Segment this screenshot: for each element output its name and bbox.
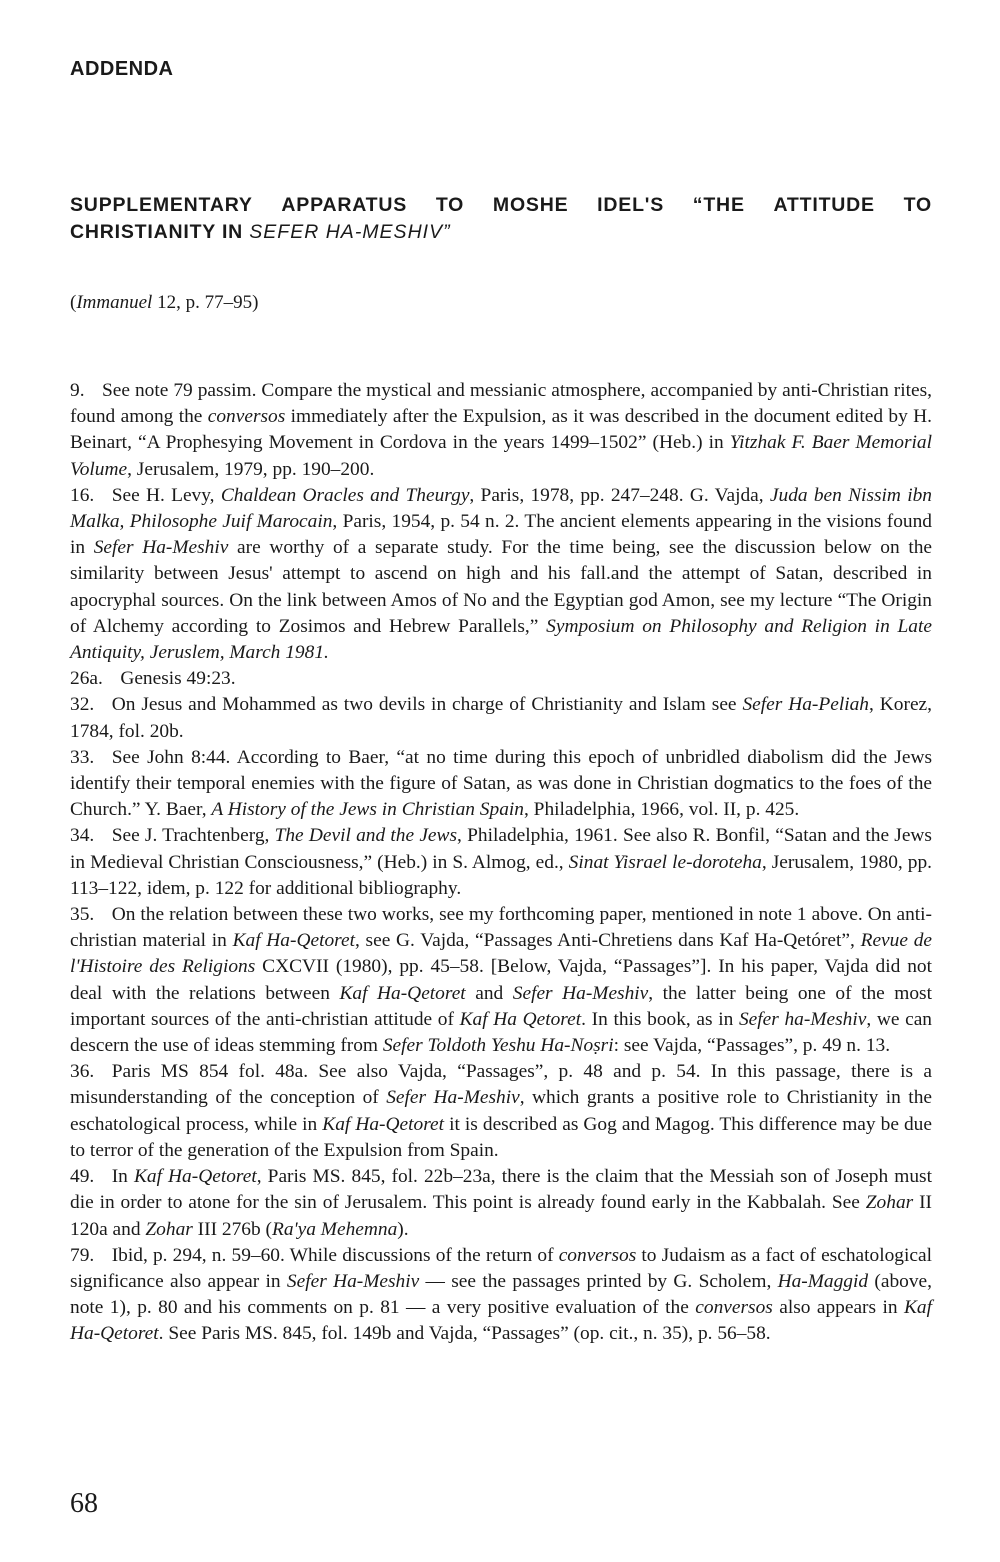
- note-text: , which grants a positive role to Christianity in the eschatological process, while in: [70, 1087, 932, 1135]
- title-word: TO: [435, 194, 465, 216]
- note-text: . In this book, as in: [581, 1008, 739, 1030]
- note-italic-text: Ra'ya Mehemna: [271, 1218, 398, 1240]
- title-word: “THE: [692, 194, 745, 216]
- note-italic-text: Sefer Ha-Meshiv: [286, 1270, 420, 1292]
- note-text: also appears in: [772, 1297, 904, 1319]
- source-journal: Immanuel: [76, 292, 153, 313]
- article-title: [70, 192, 932, 246]
- note-number: 79.: [70, 1244, 95, 1266]
- note-number: 49.: [70, 1166, 95, 1188]
- note-text: See J. Trachtenberg,: [111, 825, 275, 847]
- source-reference: (Immanuel 12, p. 77–95): [70, 292, 259, 313]
- note-italic-text: Kaf Ha-Qetoret: [322, 1113, 445, 1135]
- note-italic-text: Sefer Toldoth Yeshu Ha-Noṣri: [382, 1035, 614, 1057]
- page-number: 68: [70, 1488, 98, 1519]
- note-item: [70, 1243, 932, 1348]
- title-italic-part: SEFER HA-MESHIV”: [249, 221, 451, 243]
- note-italic-text: conversos: [695, 1297, 773, 1319]
- note-text: In: [111, 1166, 134, 1188]
- note-text: , Jerusalem, 1980, pp. 113–122, idem, p. 122 for additional bibliography.: [70, 851, 933, 899]
- note-item: [70, 378, 932, 483]
- note-text: , Jerusalem, 1979, pp. 190–200.: [127, 458, 375, 480]
- note-italic-text: conversos: [207, 406, 286, 428]
- note-text: II 120a and: [70, 1192, 932, 1240]
- note-text: , the latter being one of the most important sources of the anti-christian attitude of: [70, 982, 932, 1030]
- note-text: immediately after the Expulsion, as it was described in the document edited by H. Beinart, “A Prophesying Movement in Cordova in the years 1499–1502” (Heb.) in: [70, 406, 932, 454]
- source-details: 12, p. 77–95): [152, 292, 259, 313]
- note-item: [70, 483, 932, 666]
- title-word: APPARATUS: [281, 194, 408, 216]
- note-number: 34.: [70, 825, 95, 847]
- note-italic-text: Chaldean Oracles and Theurgy: [220, 484, 470, 506]
- note-italic-text: Sinat Yisrael le-doroteha: [568, 851, 762, 873]
- note-text: , Philadelphia, 1961. See also R. Bonfil, “Satan and the Jews in Medieval Christian Consciousness,” (Heb.) in S. Almog, ed.,: [70, 825, 932, 873]
- title-bold-part: CHRISTIANITY IN: [70, 221, 244, 243]
- title-line-2: [70, 219, 932, 246]
- note-number: 9.: [70, 380, 85, 401]
- note-item: [70, 823, 932, 902]
- note-italic-text: Zohar: [865, 1192, 914, 1214]
- title-line-1: [70, 192, 932, 219]
- note-italic-text: The Devil and the Jews: [274, 825, 458, 847]
- note-text: , Paris, 1954, p. 54 n. 2. The ancient elements appearing in the visions found in: [70, 511, 932, 559]
- note-item: [70, 902, 932, 1059]
- note-italic-text: A History of the Jews in Christian Spain: [211, 799, 524, 821]
- note-italic-text: Sefer Ha-Peliah: [742, 694, 870, 716]
- note-number: 32.: [70, 694, 95, 716]
- note-text: , see G. Vajda, “Passages Anti-Chretiens dans Kaf Ha-Qetóret”,: [354, 930, 861, 952]
- title-word: TO: [903, 194, 932, 216]
- note-text: See H. Levy,: [111, 484, 221, 506]
- note-text: (above, note 1), p. 80 and his comments on p. 81 — a very positive evaluation of the: [70, 1270, 933, 1319]
- note-text: On Jesus and Mohammed as two devils in charge of Christianity and Islam see: [111, 694, 743, 716]
- note-italic-text: Sefer Ha-Meshiv: [512, 982, 649, 1004]
- note-italic-text: Sefer ha-Meshiv: [738, 1008, 867, 1030]
- note-text: . See Paris MS. 845, fol. 149b and Vajda, “Passages” (op. cit., n. 35), p. 56–58.: [158, 1323, 771, 1345]
- title-word: SUPPLEMENTARY: [70, 194, 253, 216]
- note-text: and: [465, 982, 513, 1004]
- note-text: , Philadelphia, 1966, vol. II, p. 425.: [523, 799, 800, 821]
- note-text: , Paris, 1978, pp. 247–248. G. Vajda,: [469, 484, 770, 506]
- note-item: [70, 1164, 932, 1243]
- note-text: : see Vajda, “Passages”, p. 49 n. 13.: [613, 1035, 891, 1057]
- note-text: it is described as Gog and Magog. This difference may be due to terror of the generation of the Expulsion from Spain.: [70, 1113, 932, 1161]
- note-number: 35.: [70, 904, 95, 926]
- note-italic-text: Kaf Ha-Qetoret: [70, 1297, 932, 1345]
- note-text: , Paris MS. 845, fol. 22b–23a, there is the claim that the Messiah son of Joseph must die in order to atone for the sin of Jerusalem. This point is already found early in the Kabbalah. See: [70, 1166, 932, 1214]
- note-italic-text: Kaf Ha-Qetoret: [232, 930, 355, 952]
- note-italic-text: Juda ben Nissim ibn Malka, Philosophe Juif Marocain: [70, 484, 932, 533]
- note-text: , we can descern the use of ideas stemming from: [70, 1008, 932, 1057]
- note-text: Ibid, p. 294, n. 59–60. While discussions of the return of: [111, 1244, 559, 1266]
- note-text: CXCVII (1980), pp. 45–58. [Below, Vajda, “Passages”]. In his paper, Vajda did not deal with the relations between: [70, 956, 932, 1004]
- note-text: are worthy of a separate study. For the time being, see the discussion below on the similarity between Jesus' attempt to ascend on high and his fall.and the attempt of Satan, described in apocryphal sources. On the link between Amos of No and the Egyptian god Amon, see my lecture “The Origin of Alchemy according to Zosimos and Hebrew Parallels,”: [70, 537, 933, 637]
- note-item: [70, 666, 932, 692]
- note-italic-text: Ha-Maggid: [777, 1270, 869, 1292]
- note-italic-text: conversos: [558, 1244, 637, 1266]
- note-item: [70, 745, 932, 824]
- note-text: On the relation between these two works, see my forthcoming paper, mentioned in note 1 above. On anti-christian material in: [70, 904, 932, 952]
- note-number: 16.: [70, 484, 95, 506]
- note-italic-text: Symposium on Philosophy and Religion in Late Antiquity, Jeruslem, March 1981.: [70, 615, 932, 664]
- note-text: See John 8:44. According to Baer, “at no time during this epoch of unbridled diabolism did the Jews identify their temporal enemies with the figure of Satan, as was done in Christian dogmatics to the foes of the Church.” Y. Baer,: [70, 746, 932, 821]
- note-text: , Korez, 1784, fol. 20b.: [70, 694, 933, 742]
- title-word: IDEL'S: [597, 194, 665, 216]
- note-italic-text: Kaf Ha-Qetoret: [133, 1166, 257, 1188]
- note-text: III 276b (: [192, 1218, 272, 1240]
- note-italic-text: Kaf Ha-Qetoret: [339, 982, 466, 1004]
- note-text: to Judaism as a fact of eschatological significance also appear in: [70, 1244, 932, 1292]
- title-word: MOSHE: [492, 194, 569, 216]
- note-text: Genesis 49:23.: [120, 668, 236, 690]
- note-number: 26a.: [70, 668, 103, 690]
- note-italic-text: Sefer Ha-Meshiv: [386, 1087, 520, 1109]
- running-head: ADDENDA: [70, 58, 174, 80]
- note-text: Paris MS 854 fol. 48a. See also Vajda, “Passages”, p. 48 and p. 54. In this passage, there is a misunderstanding of the conception of: [70, 1061, 932, 1109]
- note-italic-text: Yitzhak F. Baer Memorial Volume: [70, 432, 932, 480]
- note-text: ).: [397, 1218, 409, 1240]
- note-text: — see the passages printed by G. Scholem,: [419, 1270, 778, 1292]
- note-item: [70, 1059, 932, 1164]
- note-italic-text: Kaf Ha Qetoret: [459, 1008, 582, 1030]
- note-italic-text: Revue de l'Histoire des Religions: [70, 930, 932, 978]
- note-number: 36.: [70, 1061, 95, 1083]
- note-number: 33.: [70, 746, 95, 768]
- note-italic-text: Sefer Ha-Meshiv: [93, 537, 229, 559]
- note-text: See note 79 passim. Compare the mystical and messianic atmosphere, accompanied by anti-Christian rites, found among the: [70, 380, 932, 428]
- notes-list: [70, 378, 932, 1348]
- note-italic-text: Zohar: [145, 1218, 193, 1240]
- title-word: ATTITUDE: [773, 194, 875, 216]
- note-item: [70, 692, 932, 744]
